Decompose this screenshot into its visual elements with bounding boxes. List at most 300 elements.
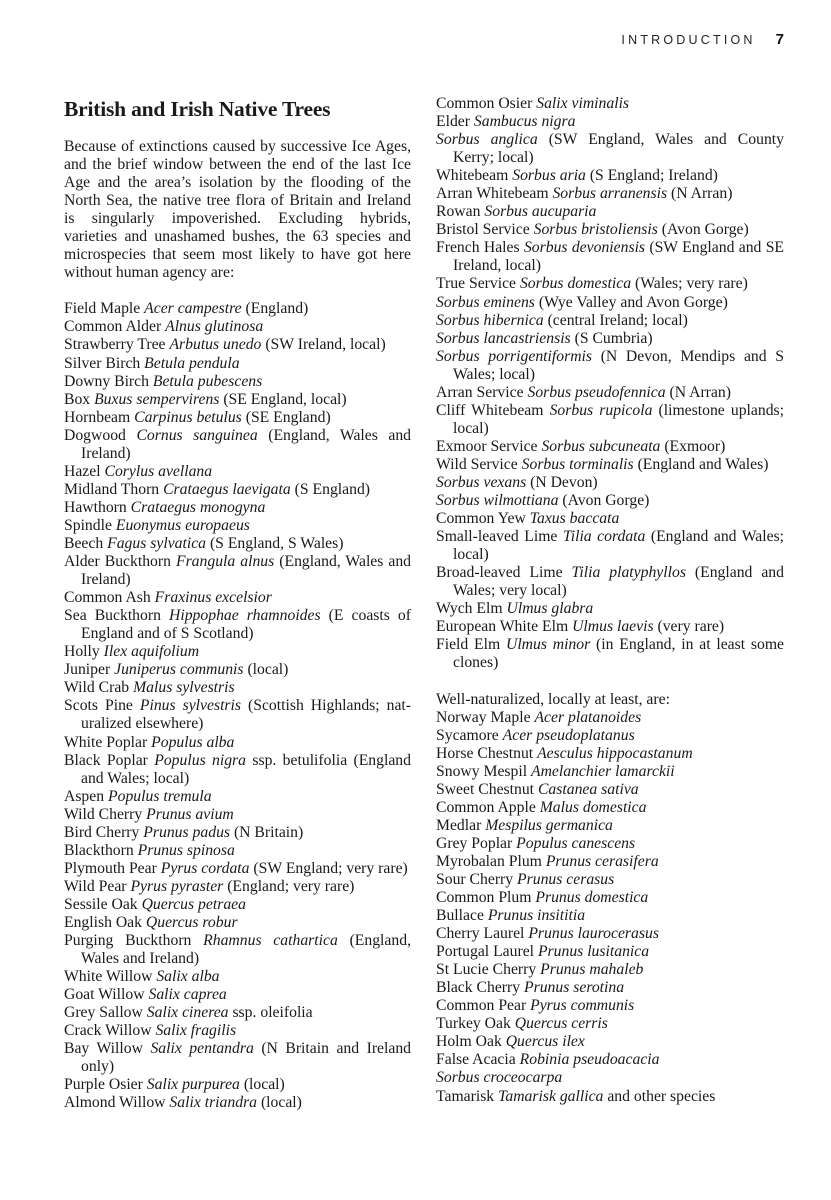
- common-name: Sessile Oak: [64, 895, 138, 913]
- latin-name: Salix cinerea: [146, 1004, 229, 1022]
- latin-name: Ulmus glabra: [506, 600, 594, 618]
- range-note: (England, Wales and Ireland): [81, 426, 412, 462]
- common-name: Bird Cherry: [64, 823, 140, 841]
- latin-name: Alnus glutinosa: [165, 318, 264, 336]
- species-entry: [436, 727, 784, 745]
- range-note: (N Britain): [233, 823, 304, 841]
- latin-name: Taxus baccata: [529, 510, 620, 528]
- species-entry: [64, 517, 411, 535]
- latin-name: Mespilus germanica: [485, 816, 613, 834]
- latin-name: Salix triandra: [169, 1094, 258, 1112]
- latin-name: Crataegus laevigata: [163, 480, 291, 498]
- latin-name: Prunus spinosa: [137, 841, 235, 859]
- range-note: (S Cumbria): [574, 329, 653, 347]
- species-entry: [436, 239, 784, 275]
- latin-name: Sorbus pseudofennica: [527, 383, 666, 401]
- species-entry: [436, 1033, 784, 1051]
- common-name: Wych Elm: [436, 600, 503, 618]
- range-note: (N Devon): [530, 473, 598, 491]
- latin-name: Sorbus devoniensis: [523, 239, 646, 257]
- common-name: Snowy Mespil: [436, 762, 528, 780]
- species-entry: [436, 1051, 784, 1069]
- latin-name: Quercus petraea: [141, 895, 246, 913]
- common-name: Elder: [436, 113, 470, 131]
- species-entry: [64, 300, 411, 318]
- latin-name: Prunus cerasus: [517, 870, 615, 888]
- species-entry: [64, 1022, 411, 1040]
- latin-name: Sorbus hibernica: [436, 311, 544, 329]
- common-name: Common Plum: [436, 889, 532, 907]
- common-name: Holly: [64, 643, 100, 661]
- range-note: (local): [247, 661, 289, 679]
- latin-name: Sorbus arranensis: [552, 185, 668, 203]
- range-note: (N Arran): [671, 185, 733, 203]
- common-name: Bullace: [436, 907, 484, 925]
- species-entry: [436, 203, 784, 221]
- common-name: Downy Birch: [64, 372, 149, 390]
- common-name: Portugal Laurel: [436, 943, 535, 961]
- latin-name: Sorbus eminens: [436, 293, 535, 311]
- latin-name: Pyrus communis: [530, 997, 635, 1015]
- species-entry: [436, 745, 784, 763]
- latin-name: Corylus avellana: [104, 462, 213, 480]
- common-name: Common Apple: [436, 798, 536, 816]
- latin-name: Sorbus wilmottiana: [436, 492, 559, 510]
- common-name: Rowan: [436, 203, 481, 221]
- range-note: (England): [245, 300, 309, 318]
- latin-name: Malus sylvestris: [133, 679, 235, 697]
- latin-name: Sorbus lancastriensis: [436, 329, 571, 347]
- latin-name: Malus domestica: [539, 798, 647, 816]
- species-entry: [436, 618, 784, 636]
- latin-name: Quercus cerris: [514, 1015, 608, 1033]
- common-name: Strawberry Tree: [64, 336, 166, 354]
- common-name: St Lucie Cherry: [436, 961, 537, 979]
- latin-name: Pyrus pyraster: [130, 877, 224, 895]
- common-name: True Service: [436, 275, 517, 293]
- latin-name: Sambucus nigra: [473, 113, 576, 131]
- species-entry: [436, 889, 784, 907]
- species-entry: [436, 636, 784, 672]
- species-entry: [64, 914, 411, 932]
- common-name: Goat Willow: [64, 986, 145, 1004]
- common-name: Wild Crab: [64, 679, 130, 697]
- latin-name: Populus tremula: [108, 787, 212, 805]
- common-name: Cherry Laurel: [436, 925, 525, 943]
- common-name: Common Ash: [64, 589, 151, 607]
- common-name: Crack Willow: [64, 1022, 152, 1040]
- range-note: (Wales; very rare): [635, 275, 748, 293]
- range-note: (local): [243, 1076, 285, 1094]
- latin-name: Sorbus aucuparia: [484, 203, 597, 221]
- range-note: (S England): [294, 480, 371, 498]
- common-name: White Willow: [64, 968, 153, 986]
- species-entry: [64, 1076, 411, 1094]
- range-note: (SE England): [245, 408, 331, 426]
- species-entry: [436, 185, 784, 203]
- common-name: French Hales: [436, 239, 520, 257]
- latin-name: Sorbus anglica: [436, 131, 538, 149]
- latin-name: Aesculus hippocastanum: [537, 744, 693, 762]
- species-entry: [436, 817, 784, 835]
- common-name: Holm Oak: [436, 1033, 502, 1051]
- latin-name: Prunus cerasifera: [545, 852, 659, 870]
- common-name: Field Elm: [436, 636, 501, 654]
- species-entry: [64, 860, 411, 878]
- latin-name: Carpinus betulus: [134, 408, 242, 426]
- latin-name: Frangula alnus: [175, 553, 275, 571]
- latin-name: Prunus avium: [146, 805, 234, 823]
- latin-name: Acer platanoides: [534, 708, 642, 726]
- spacer: [64, 282, 411, 300]
- species-entry: [64, 463, 411, 481]
- latin-name: Betula pubescens: [152, 372, 263, 390]
- common-name: Box: [64, 390, 91, 408]
- latin-name: Quercus ilex: [505, 1033, 585, 1051]
- common-name: Common Alder: [64, 318, 162, 336]
- common-name: Sweet Chestnut: [436, 780, 535, 798]
- page-number: 7: [775, 31, 784, 48]
- species-entry: [64, 499, 411, 517]
- range-note: (England; very rare): [227, 877, 355, 895]
- species-entry: [64, 643, 411, 661]
- species-entry: [436, 474, 784, 492]
- latin-name: Salix purpurea: [146, 1076, 240, 1094]
- common-name: Black Poplar: [64, 751, 148, 769]
- latin-name: Sorbus domestica: [519, 275, 632, 293]
- range-note: and other species: [607, 1087, 716, 1105]
- common-name: Hornbeam: [64, 408, 131, 426]
- species-entry: [64, 878, 411, 896]
- range-note: (central Ireland; local): [547, 311, 688, 329]
- latin-name: Hippophae rhamnoides: [169, 607, 321, 625]
- species-entry: [436, 600, 784, 618]
- species-entry: [64, 373, 411, 391]
- latin-name: Tilia cordata: [562, 528, 646, 546]
- species-entry: [64, 986, 411, 1004]
- range-note: (Avon Gorge): [661, 221, 749, 239]
- latin-name: Sorbus subcuneata: [541, 437, 661, 455]
- species-entry: [436, 384, 784, 402]
- latin-name: Castanea sativa: [537, 780, 639, 798]
- species-entry: [64, 336, 411, 354]
- latin-name: Tilia platyphyllos: [571, 564, 686, 582]
- range-note: (Scottish Highlands; naturalized elsewhere): [81, 697, 412, 733]
- naturalized-intro: Well-naturalized, locally at least, are:: [436, 690, 670, 708]
- common-name: Whitebeam: [436, 167, 509, 185]
- species-entry: [64, 788, 411, 806]
- species-entry: [64, 355, 411, 373]
- common-name: Aspen: [64, 787, 105, 805]
- common-name: Alder Buckthorn: [64, 553, 171, 571]
- latin-name: Pyrus cordata: [160, 859, 250, 877]
- range-note: (E coasts of England and of S Scotland): [81, 607, 411, 643]
- species-entry: [436, 528, 784, 564]
- species-entry: [436, 997, 784, 1015]
- species-entry: [64, 409, 411, 427]
- latin-name: Pinus sylvestris: [139, 697, 242, 715]
- range-note: (England and Wales; very local): [453, 564, 784, 600]
- common-name: Wild Service: [436, 455, 518, 473]
- species-entry: [436, 925, 784, 943]
- common-name: Arran Whitebeam: [436, 185, 549, 203]
- species-entry: [436, 1069, 784, 1087]
- common-name: Sycamore: [436, 726, 499, 744]
- common-name: Plymouth Pear: [64, 859, 157, 877]
- latin-name: Sorbus rupicola: [549, 401, 653, 419]
- species-entry: [436, 456, 784, 474]
- common-name: Small-leaved Lime: [436, 528, 558, 546]
- range-note: (SW England; very rare): [253, 859, 408, 877]
- range-note: (N Devon, Mendips and S Wales; local): [453, 347, 784, 383]
- latin-name: Ilex aquifolium: [103, 643, 200, 661]
- common-name: Juniper: [64, 661, 111, 679]
- common-name: Common Pear: [436, 997, 527, 1015]
- common-name: Common Osier: [436, 95, 533, 112]
- common-name: Black Cherry: [436, 979, 521, 997]
- common-name: Bristol Service: [436, 221, 530, 239]
- range-note: (SW England, Wales and County Kerry; local): [453, 131, 784, 167]
- latin-name: Cornus sanguinea: [136, 426, 258, 444]
- species-entry: [436, 221, 784, 239]
- latin-name: Prunus mahaleb: [540, 961, 644, 979]
- latin-name: Fagus sylvatica: [107, 534, 207, 552]
- right-column: [436, 95, 784, 1106]
- species-entry: [64, 661, 411, 679]
- range-note: (in England, in at least some clones): [453, 636, 785, 672]
- species-entry: [64, 427, 411, 463]
- latin-name: Acer campestre: [144, 300, 242, 318]
- species-entry: [436, 330, 784, 348]
- common-name: Myrobalan Plum: [436, 852, 542, 870]
- range-note: (Avon Gorge): [562, 492, 650, 510]
- species-entry: [64, 752, 411, 788]
- species-entry: [64, 932, 411, 968]
- common-name: Spindle: [64, 516, 112, 534]
- latin-name: Salix fragilis: [155, 1022, 237, 1040]
- latin-name: Euonymus europaeus: [115, 516, 250, 534]
- common-name: Purging Buckthorn: [64, 932, 192, 950]
- common-name: Hawthorn: [64, 498, 127, 516]
- latin-name: Prunus insititia: [487, 907, 586, 925]
- species-entry: [64, 806, 411, 824]
- species-entry: [436, 907, 784, 925]
- range-note: (England and Wales): [637, 455, 769, 473]
- species-entry: [436, 709, 784, 727]
- common-name: Field Maple: [64, 300, 141, 318]
- species-entry: [436, 1015, 784, 1033]
- common-name: Horse Chestnut: [436, 744, 534, 762]
- species-entry: [64, 553, 411, 589]
- range-note: (Wye Valley and Avon Gorge): [538, 293, 728, 311]
- species-entry: [436, 835, 784, 853]
- spacer: [436, 673, 784, 691]
- species-entry: [436, 979, 784, 997]
- latin-name: Tamarisk gallica: [498, 1087, 604, 1105]
- latin-name: Prunus lusitanica: [537, 943, 650, 961]
- latin-name: Salix viminalis: [536, 95, 630, 112]
- species-entry: [436, 781, 784, 799]
- species-entry: [64, 391, 411, 409]
- species-entry: [64, 1094, 411, 1112]
- common-name: Grey Poplar: [436, 834, 513, 852]
- species-entry: [436, 492, 784, 510]
- species-entry: [64, 824, 411, 842]
- latin-name: Prunus domestica: [535, 889, 649, 907]
- species-entry: [436, 961, 784, 979]
- latin-name: Quercus robur: [145, 913, 238, 931]
- species-entry: [436, 799, 784, 817]
- left-column: [64, 95, 411, 1112]
- common-name: Scots Pine: [64, 697, 133, 715]
- species-entry: [436, 402, 784, 438]
- range-note: (limestone uplands; local): [453, 401, 785, 437]
- latin-name: Rhamnus cathartica: [203, 932, 338, 950]
- common-name: Sour Cherry: [436, 870, 514, 888]
- native-species-list-left: [64, 300, 411, 1112]
- common-name: Almond Willow: [64, 1094, 166, 1112]
- latin-name: Populus alba: [151, 733, 235, 751]
- species-entry: [64, 968, 411, 986]
- common-name: Grey Sallow: [64, 1004, 143, 1022]
- latin-name: Fraxinus excelsior: [154, 589, 272, 607]
- latin-name: Sorbus bristoliensis: [533, 221, 658, 239]
- species-entry: [436, 95, 784, 113]
- range-note: ssp. oleifolia: [232, 1004, 313, 1022]
- range-note: (very rare): [657, 618, 725, 636]
- latin-name: Juniperus communis: [114, 661, 244, 679]
- range-note: (local): [260, 1094, 302, 1112]
- latin-name: Sorbus aria: [512, 167, 586, 185]
- range-note: (S England; Ireland): [589, 167, 718, 185]
- common-name: Hazel: [64, 462, 101, 480]
- common-name: Wild Pear: [64, 877, 127, 895]
- intro-paragraph: Because of extinctions caused by successive Ice Ages, and the brief window between the end of the last Ice Age and the area’s isolation by the flooding of the North Sea, the native tree flora of Britain and Ireland is singularly impoverished. Excluding hybrids, varieties and unashamed bushes, the 63 species and microspecies that seem most likely to have got here without human agency are:: [64, 138, 411, 282]
- species-entry: [436, 871, 784, 889]
- range-note: (S England, S Wales): [209, 534, 344, 552]
- range-note: (Exmoor): [664, 437, 726, 455]
- latin-name: Ulmus laevis: [572, 618, 654, 636]
- common-name: Exmoor Service: [436, 437, 538, 455]
- species-entry: [64, 481, 411, 499]
- common-name: English Oak: [64, 913, 142, 931]
- species-entry: [436, 348, 784, 384]
- species-entry: [436, 943, 784, 961]
- species-entry: [436, 853, 784, 871]
- running-head: [621, 31, 784, 48]
- latin-name: Acer pseudoplatanus: [502, 726, 635, 744]
- common-name: White Poplar: [64, 733, 148, 751]
- naturalized-species-list: [436, 709, 784, 1106]
- common-name: Broad-leaved Lime: [436, 564, 563, 582]
- latin-name: Sorbus torminalis: [521, 455, 634, 473]
- species-entry: [64, 1040, 411, 1076]
- latin-name: Prunus laurocerasus: [528, 925, 659, 943]
- range-note: (SW England and SE Ireland, local): [453, 239, 785, 275]
- latin-name: Salix pentandra: [150, 1040, 254, 1058]
- latin-name: Sorbus porrigentiformis: [436, 347, 592, 365]
- common-name: Turkey Oak: [436, 1015, 511, 1033]
- latin-name: Sorbus vexans: [436, 473, 527, 491]
- species-entry: [64, 535, 411, 553]
- species-entry: [436, 113, 784, 131]
- species-entry: [436, 131, 784, 167]
- range-note: (England, Wales and Ireland): [81, 932, 411, 968]
- species-entry: [436, 312, 784, 330]
- common-name: Purple Osier: [64, 1076, 143, 1094]
- range-note: (SW Ireland, local): [265, 336, 386, 354]
- species-entry: [64, 318, 411, 336]
- range-note: (N Arran): [669, 383, 731, 401]
- species-entry: [436, 438, 784, 456]
- common-name: Arran Service: [436, 383, 524, 401]
- common-name: Bay Willow: [64, 1040, 143, 1058]
- range-note: (England, Wales and Ireland): [81, 553, 412, 589]
- common-name: Norway Maple: [436, 708, 531, 726]
- common-name: Midland Thorn: [64, 480, 160, 498]
- species-entry: [436, 763, 784, 781]
- species-entry: [436, 294, 784, 312]
- species-entry: [64, 734, 411, 752]
- common-name: Sea Buckthorn: [64, 607, 161, 625]
- latin-name: Populus canescens: [516, 834, 636, 852]
- common-name: Cliff Whitebeam: [436, 401, 544, 419]
- latin-name: Robinia pseudoacacia: [519, 1051, 660, 1069]
- common-name: Tamarisk: [436, 1087, 495, 1105]
- species-entry: [64, 842, 411, 860]
- latin-name: Ulmus minor: [505, 636, 591, 654]
- section-heading: British and Irish Native Trees: [64, 97, 331, 121]
- species-entry: [436, 510, 784, 528]
- latin-name: Amelanchier lamarckii: [531, 762, 675, 780]
- species-entry: [436, 275, 784, 293]
- common-name: Silver Birch: [64, 354, 141, 372]
- range-note: ssp. betulifolia (England and Wales; local): [81, 751, 411, 787]
- common-name: Beech: [64, 534, 104, 552]
- common-name: European White Elm: [436, 618, 569, 636]
- species-entry: [64, 589, 411, 607]
- latin-name: Prunus serotina: [524, 979, 625, 997]
- common-name: Dogwood: [64, 426, 126, 444]
- common-name: Common Yew: [436, 510, 526, 528]
- common-name: False Acacia: [436, 1051, 516, 1069]
- range-note: (England and Wales; local): [453, 528, 785, 564]
- latin-name: Arbutus unedo: [169, 336, 262, 354]
- species-entry: [64, 1004, 411, 1022]
- species-entry: [64, 697, 411, 733]
- species-entry: [64, 607, 411, 643]
- common-name: Blackthorn: [64, 841, 134, 859]
- species-entry: [64, 679, 411, 697]
- native-species-list-right: [436, 95, 784, 673]
- latin-name: Betula pendula: [144, 354, 240, 372]
- latin-name: Populus nigra: [154, 751, 247, 769]
- species-entry: [436, 564, 784, 600]
- species-entry: [436, 167, 784, 185]
- range-note: (N Britain and Ireland only): [81, 1040, 412, 1076]
- latin-name: Prunus padus: [143, 823, 231, 841]
- latin-name: Sorbus croceocarpa: [436, 1069, 563, 1087]
- latin-name: Salix alba: [156, 968, 220, 986]
- section-name: INTRODUCTION: [621, 33, 756, 47]
- latin-name: Buxus sempervirens: [94, 390, 220, 408]
- latin-name: Salix caprea: [148, 986, 227, 1004]
- range-note: (SE England, local): [223, 390, 347, 408]
- species-entry: [436, 1088, 784, 1106]
- species-entry: [64, 896, 411, 914]
- common-name: Wild Cherry: [64, 805, 143, 823]
- common-name: Medlar: [436, 816, 482, 834]
